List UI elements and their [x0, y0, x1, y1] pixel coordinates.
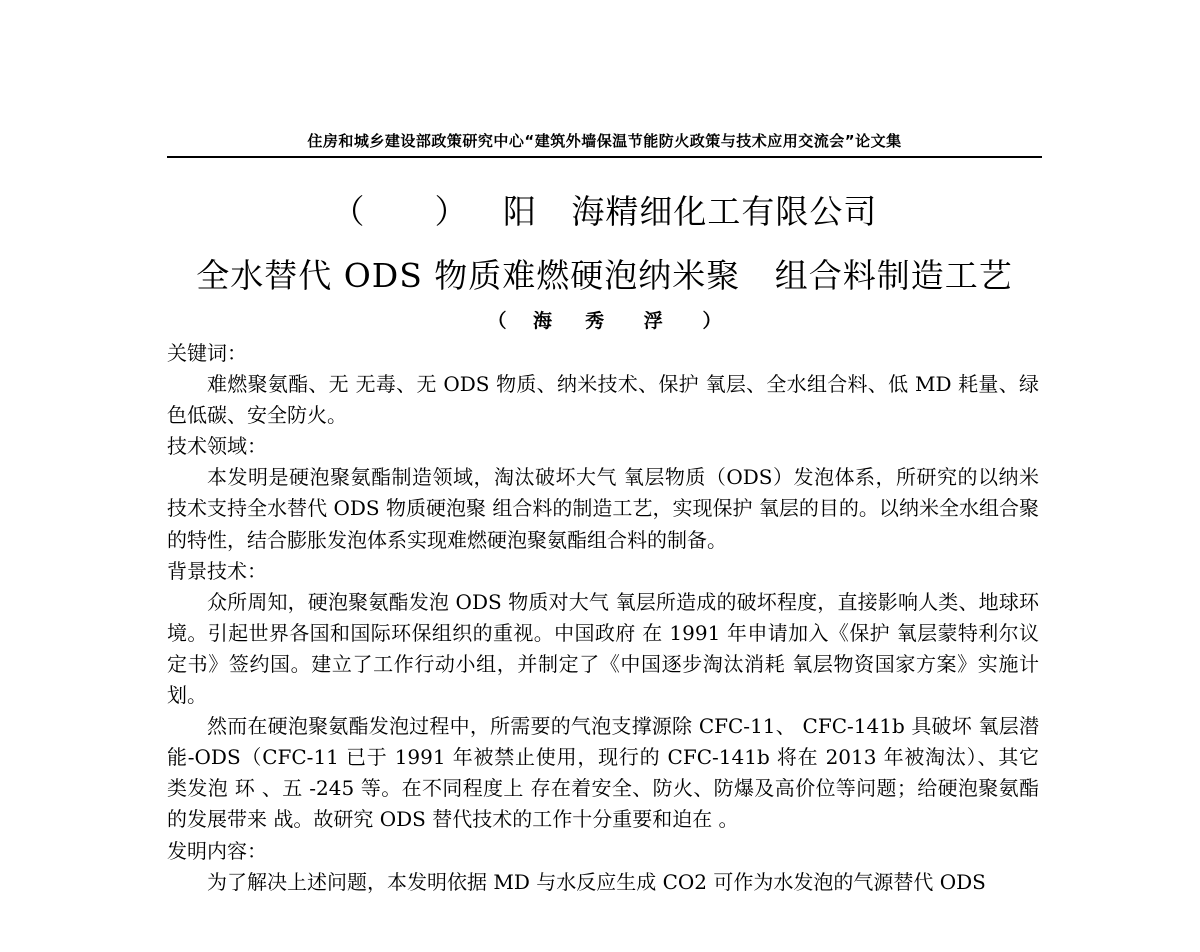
keywords-text: 难燃聚氨酯、无 无毒、无 ODS 物质、纳米技术、保护 氧层、全水组合料、低 MD 耗量、绿色低碳、安全防火。 [167, 372, 1039, 428]
background-heading: 背景技术： [167, 558, 267, 583]
company-title: （ ） 阳 海精细化工有限公司 [331, 192, 878, 231]
paper-title: 全水替代 ODS 物质难燃硬泡纳米聚 组合料制造工艺 [196, 256, 1013, 295]
field-text: 本发明是硬泡聚氨酯制造领域，淘汰破坏大气 氧层物质（ODS）发泡体系，所研究的以纳米技术支持全水替代 ODS 物质硬泡聚 组合料的制造工艺，实现保护 氧层的目的。以纳米全水组合聚 的特性，结合膨胀发泡体系实现难燃硬泡聚氨酯组合料的制备。 [167, 465, 1039, 552]
header-rule [167, 156, 1042, 158]
invention-heading: 发明内容： [167, 838, 267, 863]
keywords-heading: 关键词： [167, 341, 247, 365]
paper-body [167, 338, 1039, 898]
field-heading: 技术领域： [167, 434, 267, 459]
invention-text: 为了解决上述问题，本发明依据 MD 与水反应生成 CO2 可作为水发泡的气源替代 ODS [207, 869, 986, 894]
background-paragraph-2: 然而在硬泡聚氨酯发泡过程中，所需要的气泡支撑源除 CFC-11、 CFC-141b 具破坏 氧层潜能-ODS（CFC-11 已于 1991 年被禁止使用，现行的 CFC-141b 将在 2013 年被淘汰）、其它 类发泡 环 、五 -245 等。在不同程度上 存在着安全、防火、防爆及高价位等问题；给硬泡聚氨酯的发展带来 战。故研究 ODS 替代技术的工作十分重要和迫在 。 [167, 714, 1039, 832]
running-header: 住房和城乡建设部政策研究中心“建筑外墙保温节能防火政策与技术应用交流会”论文集 [307, 132, 902, 150]
background-paragraph-1: 众所周知，硬泡聚氨酯发泡 ODS 物质对大气 氧层所造成的破坏程度，直接影响人类、地球环境。引起世界各国和国际环保组织的重视。中国政府 在 1991 年申请加入《保护 氧层蒙特利尔议定书》签约国。建立了工作行动小组，并制定了《中国逐步淘汰消耗 氧层物资国家方案》实施计划。 [167, 589, 1039, 708]
author-line: （ 海 秀 浮 ） [487, 310, 722, 332]
